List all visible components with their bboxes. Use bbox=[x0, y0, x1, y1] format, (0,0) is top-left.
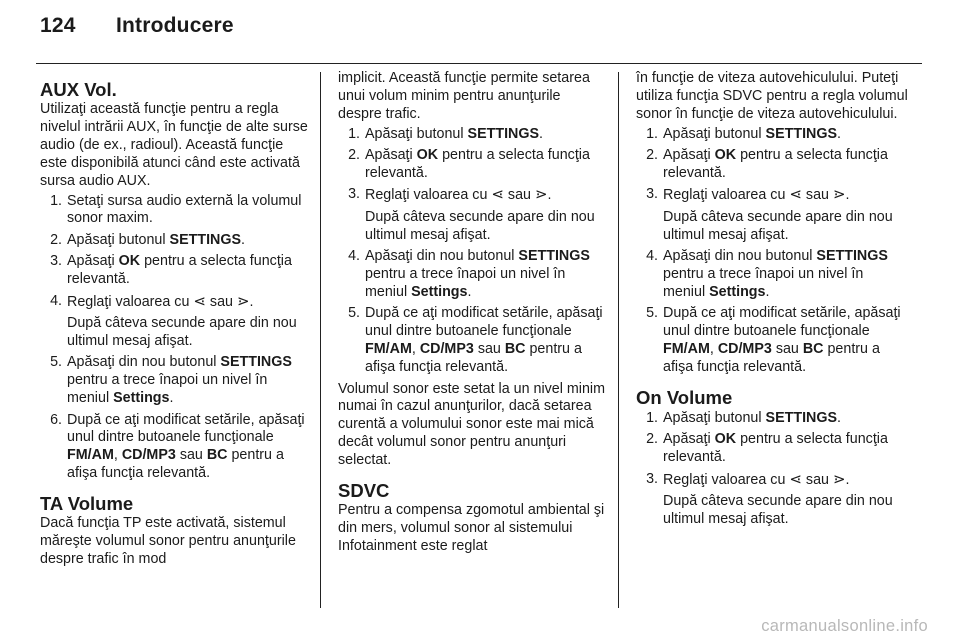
paragraph: în funcţie de viteza autovehiculului. Puteţi utiliza funcţia SDVC pentru a regla volumul sonor în funcţie de viteza autovehiculului. bbox=[636, 70, 908, 122]
arrow-right-icon: ⋗ bbox=[832, 470, 846, 488]
sub-paragraph: După câteva secunde apare din nou ultimul mesaj afişat. bbox=[663, 208, 893, 243]
column-3 bbox=[636, 70, 908, 532]
list-item: 1. Apăsaţi butonul SETTINGS. bbox=[646, 125, 842, 142]
step-list bbox=[40, 354, 312, 483]
list-item: 4. Apăsaţi din nou butonul SETTINGS pentru a trece înapoi un nivel în meniul Settings. bbox=[348, 248, 590, 300]
list-item: 2. Apăsaţi OK pentru a selecta funcţia relevantă. bbox=[646, 431, 888, 466]
list-item: 5. După ce aţi modificat setările, apăsaţi unul dintre butoanele funcţionale FM/AM, CD/MP3 sau BC pentru a afişa funcţia relevantă. bbox=[348, 305, 603, 376]
section-heading-on-volume: On Volume bbox=[636, 387, 733, 408]
section-heading-aux-vol: AUX Vol. bbox=[40, 79, 117, 100]
list-item: 6. După ce aţi modificat setările, apăsaţi unul dintre butoanele funcţionale FM/AM, CD/MP3 sau BC pentru a afişa funcţia relevantă. bbox=[50, 411, 305, 482]
arrow-right-icon: ⋗ bbox=[534, 186, 548, 204]
arrow-left-icon: ⋖ bbox=[789, 186, 802, 204]
list-item: 1. Apăsaţi butonul SETTINGS. bbox=[646, 410, 842, 426]
list-item: 3. Apăsaţi OK pentru a selecta funcţia relevantă. bbox=[50, 253, 292, 288]
page-number: 124 bbox=[40, 14, 76, 37]
chapter-title: Introducere bbox=[116, 14, 234, 37]
section-heading-sdvc: SDVC bbox=[338, 480, 390, 502]
arrow-left-icon: ⋖ bbox=[491, 186, 504, 204]
sub-paragraph: După câteva secunde apare din nou ultimul mesaj afişat. bbox=[365, 208, 595, 243]
watermark: carmanualsonline.info bbox=[761, 617, 928, 635]
paragraph: implicit. Această funcţie permite setarea unui volum minim pentru anunţurile despre trafic. bbox=[338, 70, 590, 122]
arrow-left-icon: ⋖ bbox=[789, 470, 802, 488]
list-item: 1. Setaţi sursa audio externă la volumul sonor maxim. bbox=[50, 192, 302, 227]
page-header bbox=[40, 14, 234, 38]
list-item: 2. Apăsaţi OK pentru a selecta funcţia relevantă. bbox=[348, 147, 590, 182]
paragraph: Volumul sonor este setat la un nivel minim numai în cazul anunţurilor, dacă setarea curentă a volumului sonor este mai mică decât volumul sonor pentru anunţuri selectat. bbox=[338, 380, 606, 469]
column-2 bbox=[338, 70, 606, 556]
list-item: 1. Apăsaţi butonul SETTINGS. bbox=[348, 125, 544, 142]
section-heading-ta-volume: TA Volume bbox=[40, 493, 134, 515]
step-list bbox=[636, 248, 908, 377]
header-rule bbox=[36, 63, 922, 64]
paragraph: Pentru a compensa zgomotul ambiental şi din mers, volumul sonor al sistemului Infotainment este reglat bbox=[338, 502, 605, 554]
step-list bbox=[636, 126, 908, 206]
step-list bbox=[338, 248, 606, 377]
list-item: 4. Apăsaţi din nou butonul SETTINGS pentru a trece înapoi un nivel în meniul Settings. bbox=[646, 248, 888, 300]
step-list bbox=[40, 193, 312, 312]
column-divider bbox=[320, 72, 321, 608]
paragraph: Utilizaţi această funcţie pentru a regla nivelul intrării AUX, în funcţie de alte surse audio (de ex., radioul). Această funcţie este disponibilă atunci când este activată sursa audio AUX. bbox=[40, 101, 308, 189]
step-list bbox=[338, 126, 606, 206]
list-item: 5. După ce aţi modificat setările, apăsaţi unul dintre butoanele funcţionale FM/AM, CD/MP3 sau BC pentru a afişa funcţia relevantă. bbox=[646, 305, 901, 376]
paragraph: Dacă funcţia TP este activată, sistemul măreşte volumul sonor pentru anunţurile despre trafic în mod bbox=[40, 515, 296, 567]
column-1 bbox=[40, 70, 312, 569]
arrow-right-icon: ⋗ bbox=[236, 292, 250, 310]
arrow-left-icon: ⋖ bbox=[193, 292, 206, 310]
list-item: 2. Apăsaţi OK pentru a selecta funcţia relevantă. bbox=[646, 147, 888, 182]
arrow-right-icon: ⋗ bbox=[832, 186, 846, 204]
sub-paragraph: După câteva secunde apare din nou ultimul mesaj afişat. bbox=[663, 493, 893, 528]
step-list bbox=[636, 410, 908, 490]
list-item: 3. Reglaţi valoarea cu ⋖ sau ⋗. bbox=[646, 470, 850, 488]
sub-paragraph: După câteva secunde apare din nou ultimul mesaj afişat. bbox=[67, 314, 297, 349]
list-item: 3. Reglaţi valoarea cu ⋖ sau ⋗. bbox=[646, 186, 850, 204]
list-item: 4. Reglaţi valoarea cu ⋖ sau ⋗. bbox=[50, 292, 254, 310]
list-item: 5. Apăsaţi din nou butonul SETTINGS pentru a trece înapoi un nivel în meniul Settings. bbox=[50, 354, 292, 407]
list-item: 3. Reglaţi valoarea cu ⋖ sau ⋗. bbox=[348, 186, 552, 204]
list-item: 2. Apăsaţi butonul SETTINGS. bbox=[50, 231, 246, 248]
column-divider bbox=[618, 72, 619, 608]
